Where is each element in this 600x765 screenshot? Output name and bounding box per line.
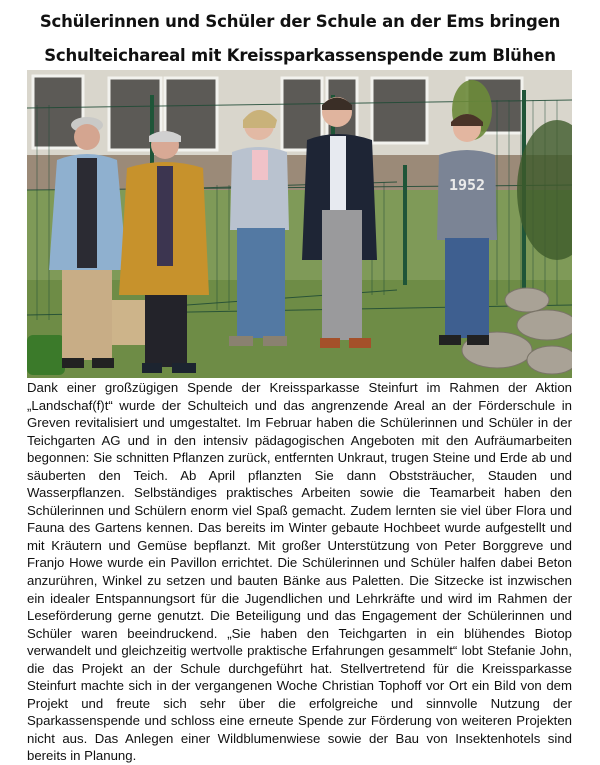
article-body xyxy=(27,379,572,765)
group-photo xyxy=(27,70,572,378)
group-photo-illustration xyxy=(27,70,572,378)
article-paragraph: Dank einer großzügigen Spende der Kreissparkasse Steinfurt im Rahmen der Aktion „Landschaf(f)t“ wurde der Schulteich und das angrenzende Areal an der Förderschule in Greven revitalisiert und umgestaltet. Im Februar haben die Schülerinnen und Schüler in der Teichgarten AG und in den intensiv pädagogischen Angeboten mit den Aufräumarbeiten begonnen: Sie schnitten Pflanzen zurück, entfernten Unkraut, trugen Steine und Erde ab und säuberten den Teich. Ab April pflanzten Sie dann Obststräucher, Stauden und Wasserpflanzen. Selbständiges praktisches Arbeiten sowie die Teamarbeit haben den Schülerinnen und Schülern enorm viel Spaß gemacht. Zudem lernten sie viel über Flora und Fauna des Gartens kennen. Das bereits im Winter gebaute Hochbeet wurde aufgestellt und mit Kräutern und Gemüse bepflanzt. Mit großer Unterstützung von Peter Borggreve und Franjo Howe wurde ein Pavillon errichtet. Die Schülerinnen und Schüler halfen dabei Beton anzurühren, Winkel zu setzen und bauten Bänke aus Paletten. Die Sitzecke ist inzwischen ein idealer Entspannungsort für die Jugendlichen und Lehrkräfte und wird im Rahmen der Leseförderung gerne genutzt. Die Beteiligung und das Engagement der Schülerinnen und Schüler waren beeindruckend. „Sie haben den Teichgarten in ein blühendes Biotop verwandelt und gleichzeitig wertvolle praktische Erfahrungen gesammelt“ lobt Stefanie John, die das Projekt an der Schule durchgeführt hat. Stellvertretend für die Kreissparkasse Steinfurt machte sich in der vergangenen Woche Christian Tophoff vor Ort ein Bild von dem Projekt und freute sich sehr über die erfolgreiche und sinnvolle Nutzung der Sparkassenspende und schloss eine erneute Spende zur Förderung von weiteren Projekten nicht aus. Das Anlegen einer Wildblumenwiese sowie der Bau von Insektenhotels sind bereits in Planung. xyxy=(27,380,572,764)
headline-line-2: Schulteichareal mit Kreissparkassenspende zum Blühen xyxy=(44,46,556,65)
sweatshirt-print: 1952 xyxy=(448,176,486,194)
headline-line-1: Schülerinnen und Schüler der Schule an der Ems bringen xyxy=(39,12,561,31)
watering-can xyxy=(27,335,65,375)
